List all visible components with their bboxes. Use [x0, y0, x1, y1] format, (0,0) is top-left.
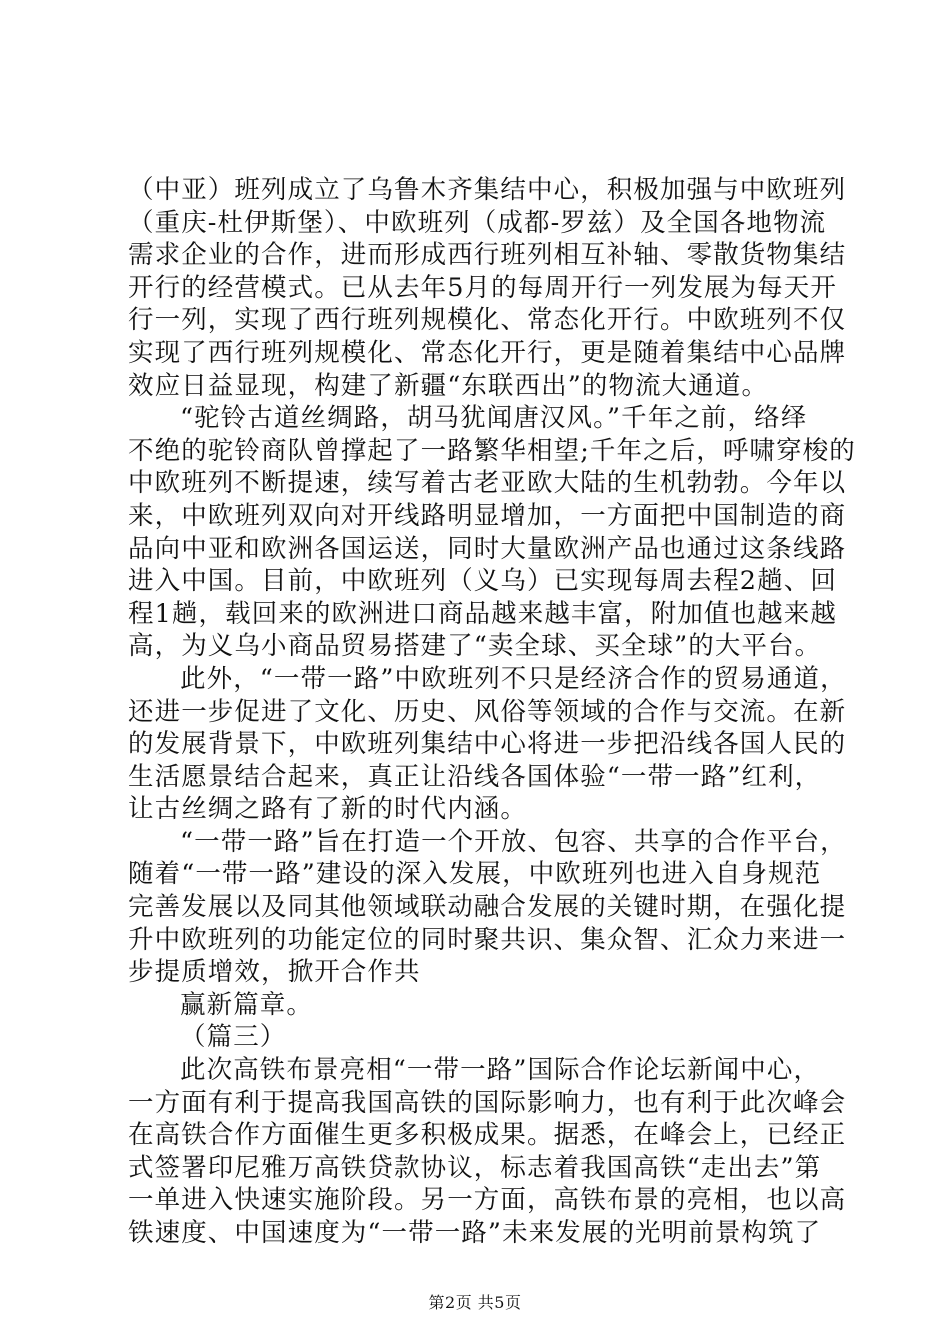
text-line: 品向中亚和欧洲各国运送，同时大量欧洲产品也通过这条线路 — [128, 533, 847, 564]
text-line: 一方面有利于提高我国高铁的国际影响力，也有利于此次峰会 — [128, 1087, 847, 1118]
text-line: 效应日益显现，构建了新疆“东联西出”的物流大通道。 — [128, 370, 769, 401]
document-body — [128, 174, 856, 1250]
text-line: 步提质增效，掀开合作共 — [128, 957, 421, 988]
text-line: 进入中国。目前，中欧班列（义乌）已实现每周去程2趟、回 — [128, 566, 837, 597]
text-line: 开行的经营模式。已从去年5月的每周开行一列发展为每天开 — [128, 272, 837, 303]
text-line: 来，中欧班列双向对开线路明显增加，一方面把中国制造的商 — [128, 500, 847, 531]
page-footer: 第2页 共5页 — [428, 1293, 522, 1312]
text-line: 还进一步促进了文化、历史、风俗等领域的合作与交流。在新 — [128, 696, 847, 727]
text-line: （重庆-杜伊斯堡）、中欧班列（成都-罗兹）及全国各地物流 — [128, 207, 827, 238]
text-line: 的发展背景下，中欧班列集结中心将进一步把沿线各国人民的 — [128, 729, 847, 760]
text-line: 需求企业的合作，进而形成西行班列相互补轴、零散货物集结 — [128, 240, 847, 271]
text-line: 在高铁合作方面催生更多积极成果。据悉，在峰会上，已经正 — [128, 1120, 847, 1151]
text-line: “驼铃古道丝绸路，胡马犹闻唐汉风。”千年之前，络绎 — [180, 403, 808, 434]
text-line: 随着“一带一路”建设的深入发展，中欧班列也进入自身规范 — [128, 859, 822, 890]
text-line: 让古丝绸之路有了新的时代内涵。 — [128, 794, 528, 825]
text-line: 程1趟，载回来的欧洲进口商品越来越丰富，附加值也越来越 — [128, 598, 837, 629]
text-line: 铁速度、中国速度为“一带一路”未来发展的光明前景构筑了 — [128, 1218, 822, 1248]
text-line: 升中欧班列的功能定位的同时聚共识、集众智、汇众力来进一 — [128, 924, 847, 955]
text-line: 式签署印尼雅万高铁贷款协议，标志着我国高铁“走出去”第 — [128, 1152, 822, 1183]
text-line: 实现了西行班列规模化、常态化开行，更是随着集结中心品牌 — [128, 337, 847, 368]
text-line: 生活愿景结合起来，真正让沿线各国体验“一带一路”红利， — [128, 761, 822, 792]
text-line: 高，为义乌小商品贸易搭建了“卖全球、买全球”的大平台。 — [128, 631, 822, 662]
text-line: （篇三） — [180, 1022, 287, 1053]
text-line: 行一列，实现了西行班列规模化、常态化开行。中欧班列不仅 — [128, 305, 847, 336]
text-line: 一单进入快速实施阶段。另一方面，高铁布景的亮相，也以高 — [128, 1185, 847, 1216]
text-line: “一带一路”旨在打造一个开放、包容、共享的合作平台， — [180, 826, 847, 857]
text-line: 不绝的驼铃商队曾撑起了一路繁华相望;千年之后，呼啸穿梭的 — [128, 435, 856, 466]
text-line: 此外，“一带一路”中欧班列不只是经济合作的贸易通道， — [180, 663, 847, 694]
text-line: 此次高铁布景亮相“一带一路”国际合作论坛新闻中心， — [180, 1055, 821, 1086]
text-line: 赢新篇章。 — [180, 989, 314, 1020]
text-line: 中欧班列不断提速，续写着古老亚欧大陆的生机勃勃。今年以 — [128, 468, 847, 499]
text-line: 完善发展以及同其他领域联动融合发展的关键时期，在强化提 — [128, 892, 847, 923]
text-line: （中亚）班列成立了乌鲁木齐集结中心，积极加强与中欧班列 — [128, 175, 847, 205]
